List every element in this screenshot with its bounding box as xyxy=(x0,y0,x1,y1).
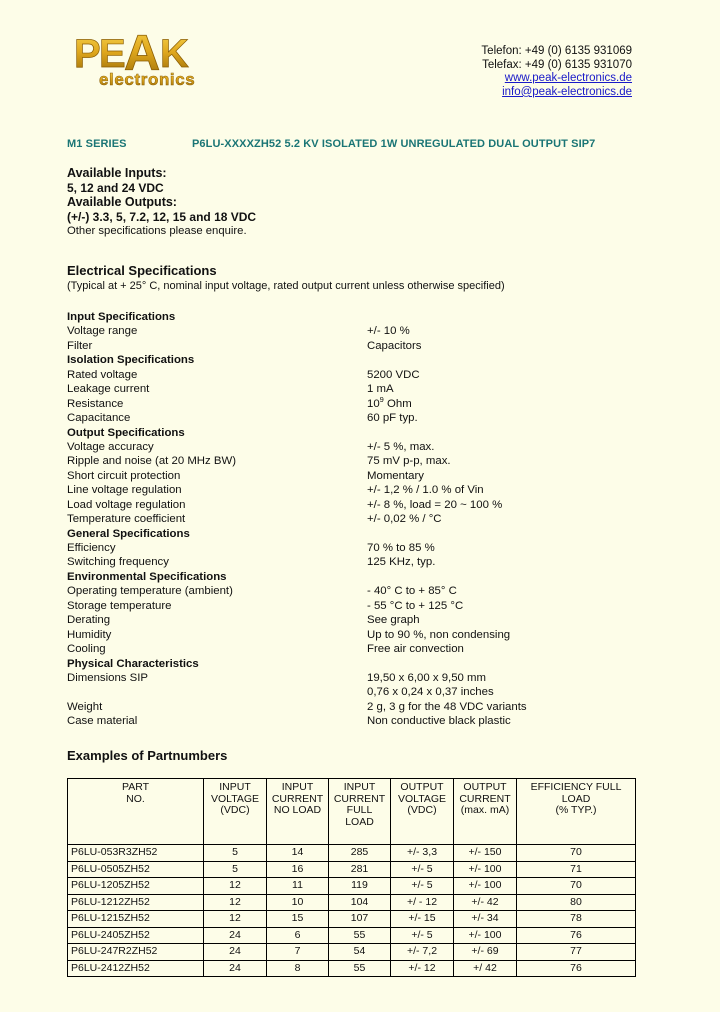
spec-row xyxy=(67,584,647,598)
table-cell: +/- 5 xyxy=(391,861,454,878)
partnumber-cell: P6LU-1215ZH52 xyxy=(68,911,204,928)
spec-value: 19,50 x 6,00 x 9,50 mm xyxy=(367,671,487,684)
spec-value: +/- 1,2 % / 1.0 % of Vin xyxy=(367,484,484,497)
table-cell: +/- 34 xyxy=(454,911,517,928)
table-cell: 76 xyxy=(517,960,636,977)
partnumbers-heading: Examples of Partnumbers xyxy=(67,748,228,763)
column-header-line: CURRENT xyxy=(271,792,324,805)
table-column-header xyxy=(204,779,267,845)
available-inputs-value: 5, 12 and 24 VDC xyxy=(67,180,164,195)
partnumbers-table xyxy=(67,778,636,977)
table-row xyxy=(68,845,636,862)
spec-group-label: General Specifications xyxy=(67,527,190,540)
table-cell: 5 xyxy=(204,861,267,878)
series-label: M1 SERIES xyxy=(67,138,127,150)
table-cell: 5 xyxy=(204,845,267,862)
table-cell: 12 xyxy=(204,894,267,911)
spec-label: Leakage current xyxy=(67,383,150,396)
svg-text:P: P xyxy=(74,34,101,76)
table-row xyxy=(68,944,636,961)
spec-label: Rated voltage xyxy=(67,368,138,381)
spec-label: Humidity xyxy=(67,628,112,641)
spec-row xyxy=(67,714,647,728)
spec-label: Temperature coefficient xyxy=(67,513,186,526)
electrical-specifications-heading: Electrical Specifications xyxy=(67,263,217,278)
spec-row xyxy=(67,339,647,353)
table-cell: 78 xyxy=(517,911,636,928)
table-cell: +/- 5 xyxy=(391,927,454,944)
contact-block xyxy=(481,45,632,99)
partnumber-cell: P6LU-1205ZH52 xyxy=(68,878,204,895)
contact-telefax: Telefax: +49 (0) 6135 931070 xyxy=(482,58,632,71)
spec-row xyxy=(67,642,647,656)
table-column-header xyxy=(68,779,204,845)
table-cell: +/- 5 xyxy=(391,878,454,895)
spec-row xyxy=(67,685,647,699)
table-column-header xyxy=(517,779,636,845)
table-cell: +/- 150 xyxy=(454,845,517,862)
spec-label: Storage temperature xyxy=(67,599,172,612)
svg-text:A: A xyxy=(124,34,161,81)
spec-value: 125 KHz, typ. xyxy=(367,556,436,569)
spec-row xyxy=(67,469,647,483)
spec-label: Resistance xyxy=(67,397,124,410)
partnumber-cell: P6LU-1212ZH52 xyxy=(68,894,204,911)
spec-label: Operating temperature (ambient) xyxy=(67,585,233,598)
partnumber-cell: P6LU-053R3ZH52 xyxy=(68,845,204,862)
column-header-line: (max. mA) xyxy=(460,804,510,817)
spec-row xyxy=(67,382,647,396)
spec-group-label: Environmental Specifications xyxy=(67,570,227,583)
spec-row xyxy=(67,394,647,411)
table-column-header xyxy=(329,779,391,845)
column-header-line: VOLTAGE xyxy=(397,792,447,805)
svg-text:E: E xyxy=(99,34,126,76)
table-cell: 104 xyxy=(329,894,391,911)
spec-value: - 40° C to + 85° C xyxy=(367,585,457,598)
spec-label: Weight xyxy=(67,700,103,713)
table-column-header xyxy=(267,779,329,845)
spec-row xyxy=(67,324,647,338)
table-cell: 77 xyxy=(517,944,636,961)
column-header-line: (VDC) xyxy=(220,804,250,817)
spec-label: Line voltage regulation xyxy=(67,484,182,497)
table-cell: +/ - 12 xyxy=(391,894,454,911)
table-cell: +/- 7,2 xyxy=(391,944,454,961)
table-cell: 12 xyxy=(204,878,267,895)
table-cell: 55 xyxy=(329,960,391,977)
spec-row xyxy=(67,613,647,627)
spec-value: +/- 0,02 % / °C xyxy=(367,513,442,526)
table-row xyxy=(68,894,636,911)
spec-value: 1 mA xyxy=(367,383,394,396)
table-cell: 11 xyxy=(267,878,329,895)
column-header-line: OUTPUT xyxy=(463,781,507,793)
spec-group-heading xyxy=(67,310,647,324)
available-outputs-label: Available Outputs: xyxy=(67,195,177,210)
column-header-line: INPUT xyxy=(219,781,251,793)
table-row xyxy=(68,911,636,928)
partnumber-cell: P6LU-2412ZH52 xyxy=(68,960,204,977)
column-header-line: INPUT xyxy=(281,781,314,793)
spec-value: Non conductive black plastic xyxy=(367,715,511,728)
spec-label: Derating xyxy=(67,614,111,627)
page-header xyxy=(0,28,720,123)
column-header-line: INPUT xyxy=(343,781,376,793)
partnumber-description: P6LU-XXXXZH52 5.2 KV ISOLATED 1W UNREGULATED DUAL OUTPUT SIP7 xyxy=(192,138,596,150)
table-cell: +/- 15 xyxy=(391,911,454,928)
column-header-line: CURRENT xyxy=(333,792,386,805)
table-cell: 281 xyxy=(329,861,391,878)
partnumber-cell: P6LU-2405ZH52 xyxy=(68,927,204,944)
spec-row xyxy=(67,541,647,555)
column-header-line: CURRENT xyxy=(459,792,511,805)
electrical-specifications-subheading: (Typical at + 25° C, nominal input voltage, rated output current unless otherwise specified) xyxy=(67,280,505,292)
spec-group-label: Physical Characteristics xyxy=(67,657,199,670)
table-cell: 8 xyxy=(267,960,329,977)
table-cell: 15 xyxy=(267,911,329,928)
table-cell: +/- 42 xyxy=(454,894,517,911)
spec-row xyxy=(67,483,647,497)
other-specs-note: Other specifications please enquire. xyxy=(67,225,247,238)
table-cell: 6 xyxy=(267,927,329,944)
email-link[interactable]: info@peak-electronics.de xyxy=(502,85,632,98)
table-header-row xyxy=(68,779,636,845)
table-cell: +/- 12 xyxy=(391,960,454,977)
spec-group-heading xyxy=(67,527,647,541)
table-cell: 24 xyxy=(204,944,267,961)
spec-value: 75 mV p-p, max. xyxy=(367,455,451,468)
specifications-list xyxy=(67,310,647,729)
svg-text:electronics: electronics xyxy=(99,70,196,89)
table-cell: 70 xyxy=(517,845,636,862)
series-title-bar xyxy=(67,138,667,150)
partnumber-cell: P6LU-247R2ZH52 xyxy=(68,944,204,961)
table-cell: 285 xyxy=(329,845,391,862)
partnumber-cell: P6LU-0505ZH52 xyxy=(68,861,204,878)
table-cell: 7 xyxy=(267,944,329,961)
column-header-line: VOLTAGE xyxy=(210,792,260,805)
logo-svg xyxy=(72,34,262,94)
table-cell: 16 xyxy=(267,861,329,878)
spec-value: Momentary xyxy=(367,469,424,482)
spec-value: 0,76 x 0,24 x 0,37 inches xyxy=(367,686,494,699)
column-header-line: NO LOAD xyxy=(273,804,322,817)
table-cell: 70 xyxy=(517,878,636,895)
spec-row xyxy=(67,700,647,714)
table-row xyxy=(68,927,636,944)
spec-value: +/- 10 % xyxy=(367,325,410,338)
column-header-line: OUTPUT xyxy=(400,781,444,793)
spec-value: 2 g, 3 g for the 48 VDC variants xyxy=(367,700,527,713)
spec-row xyxy=(67,440,647,454)
spec-value: Free air convection xyxy=(367,643,464,656)
spec-label: Switching frequency xyxy=(67,556,169,569)
spec-group-heading xyxy=(67,353,647,367)
spec-row xyxy=(67,411,647,425)
spec-value: +/- 8 %, load = 20 ~ 100 % xyxy=(367,498,503,511)
spec-value: See graph xyxy=(367,614,420,627)
table-column-header xyxy=(391,779,454,845)
table-cell: +/- 100 xyxy=(454,861,517,878)
spec-value: 60 pF typ. xyxy=(367,412,418,425)
table-cell: 76 xyxy=(517,927,636,944)
column-header-line: NO. xyxy=(126,792,145,805)
spec-label: Voltage accuracy xyxy=(67,440,154,453)
spec-row xyxy=(67,555,647,569)
available-inputs-label: Available Inputs: xyxy=(67,166,167,180)
table-cell: 12 xyxy=(204,911,267,928)
spec-value: +/- 5 %, max. xyxy=(367,440,435,453)
spec-group-label: Input Specifications xyxy=(67,311,176,323)
table-cell: 54 xyxy=(329,944,391,961)
spec-label: Capacitance xyxy=(67,412,131,425)
spec-label: Ripple and noise (at 20 MHz BW) xyxy=(67,455,237,468)
peak-electronics-logo xyxy=(72,34,262,94)
spec-label: Voltage range xyxy=(67,325,138,338)
available-outputs-value: (+/-) 3.3, 5, 7.2, 12, 15 and 18 VDC xyxy=(67,209,257,224)
spec-label: Cooling xyxy=(67,643,106,656)
table-cell: 55 xyxy=(329,927,391,944)
spec-label: Case material xyxy=(67,715,138,728)
spec-value: Up to 90 %, non condensing xyxy=(367,628,511,641)
table-column-header xyxy=(454,779,517,845)
spec-label: Load voltage regulation xyxy=(67,498,186,511)
spec-label: Short circuit protection xyxy=(67,469,181,482)
spec-label: Efficiency xyxy=(67,542,116,554)
table-cell: 80 xyxy=(517,894,636,911)
table-cell: 14 xyxy=(267,845,329,862)
spec-value: Capacitors xyxy=(367,339,422,352)
spec-group-heading xyxy=(67,570,647,584)
superscript: 9 xyxy=(379,394,384,404)
column-header-line: (% TYP.) xyxy=(555,804,597,817)
table-cell: 10 xyxy=(267,894,329,911)
table-cell: +/- 3,3 xyxy=(391,845,454,862)
table-row xyxy=(68,878,636,895)
spec-label: Filter xyxy=(67,339,93,352)
column-header-line: EFFICIENCY FULL LOAD xyxy=(530,781,622,805)
spec-row xyxy=(67,454,647,468)
spec-group-heading xyxy=(67,426,647,440)
table-cell: 24 xyxy=(204,960,267,977)
spec-value: $10^9$ Ohm xyxy=(367,394,412,410)
contact-telefon: Telefon: +49 (0) 6135 931069 xyxy=(481,45,632,57)
availability-block xyxy=(67,166,627,239)
svg-text:K: K xyxy=(160,34,189,76)
column-header-line: (VDC) xyxy=(407,804,437,817)
spec-value: 70 % to 85 % xyxy=(367,542,435,554)
spec-group-label: Isolation Specifications xyxy=(67,354,195,367)
table-cell: 71 xyxy=(517,861,636,878)
partnumbers-table-head xyxy=(68,779,636,845)
table-cell: 119 xyxy=(329,878,391,895)
column-header-line: PART xyxy=(121,781,150,793)
partnumbers-table-body xyxy=(68,845,636,977)
table-cell: 107 xyxy=(329,911,391,928)
table-cell: +/- 100 xyxy=(454,927,517,944)
spec-value: - 55 °C to + 125 °C xyxy=(367,599,464,612)
spec-row xyxy=(67,498,647,512)
table-row xyxy=(68,960,636,977)
spec-row xyxy=(67,599,647,613)
spec-row xyxy=(67,368,647,382)
table-cell: 24 xyxy=(204,927,267,944)
website-link[interactable]: www.peak-electronics.de xyxy=(504,72,632,85)
spec-group-heading xyxy=(67,657,647,671)
spec-row xyxy=(67,512,647,526)
spec-row xyxy=(67,628,647,642)
table-cell: +/ 42 xyxy=(454,960,517,977)
table-row xyxy=(68,861,636,878)
column-header-line: FULL xyxy=(346,804,373,817)
spec-group-label: Output Specifications xyxy=(67,426,185,439)
column-header-line: LOAD xyxy=(345,815,374,828)
spec-row xyxy=(67,671,647,685)
table-cell: +/- 69 xyxy=(454,944,517,961)
spec-label: Dimensions SIP xyxy=(67,671,149,684)
spec-value: 5200 VDC xyxy=(367,368,420,381)
table-cell: +/- 100 xyxy=(454,878,517,895)
